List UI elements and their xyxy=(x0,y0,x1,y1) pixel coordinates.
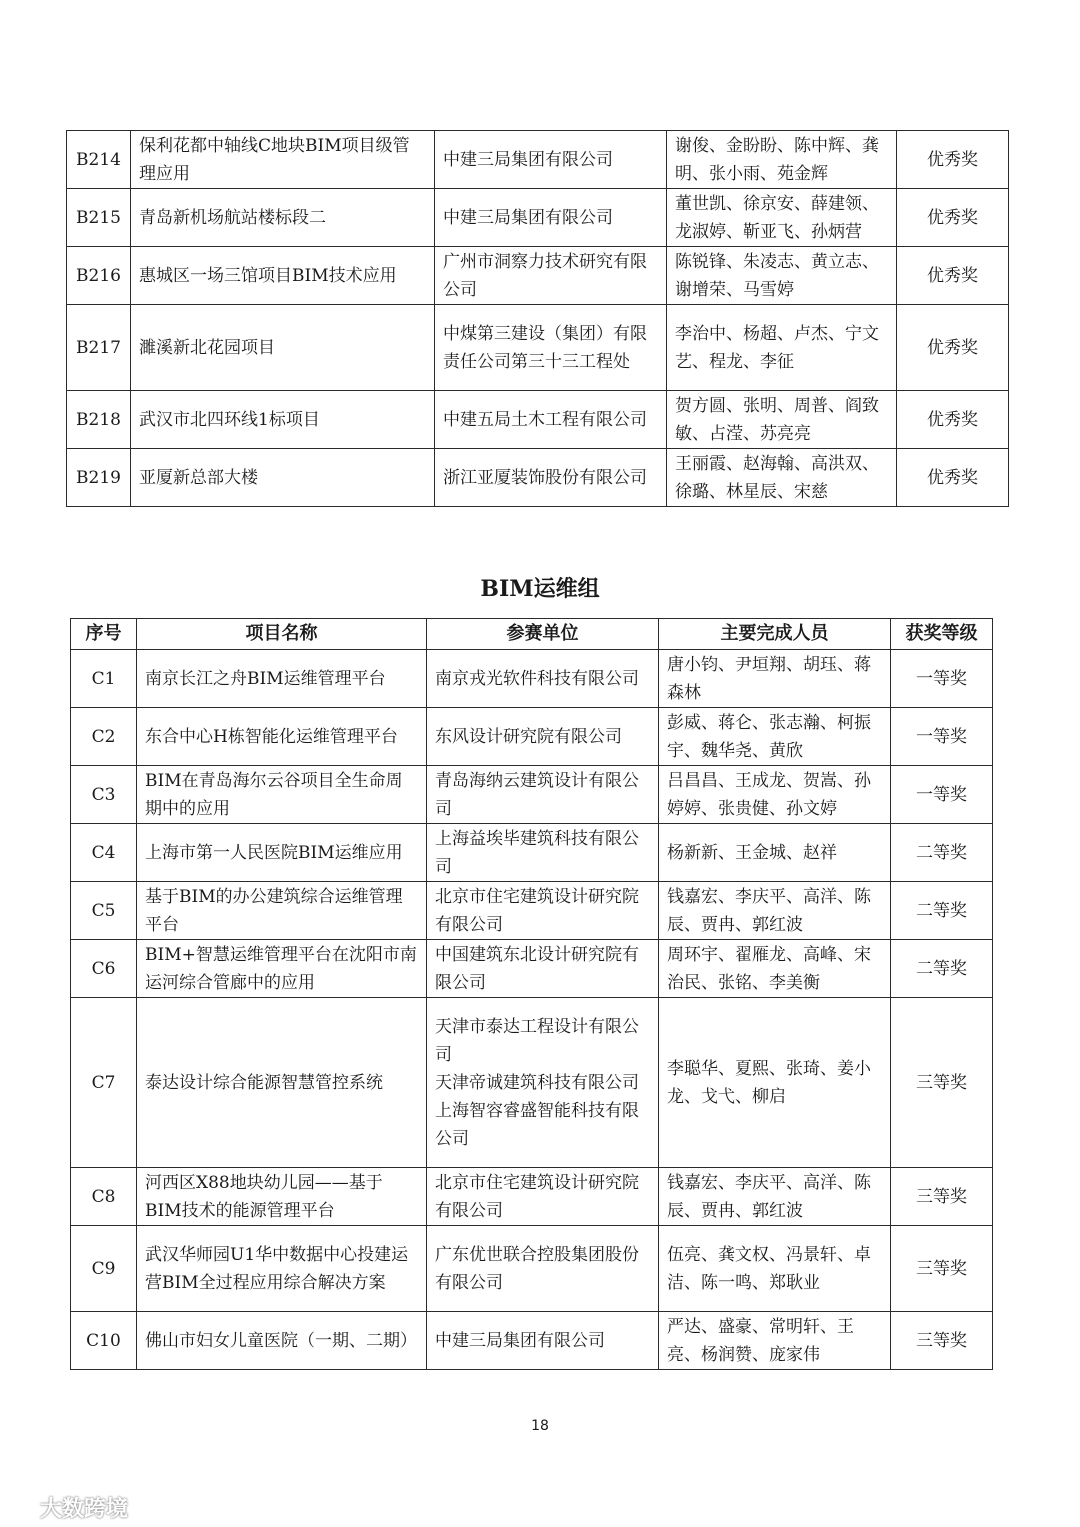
table-row xyxy=(67,449,1009,507)
award-table-c xyxy=(70,618,993,1370)
row-award: 三等奖 xyxy=(891,1312,993,1370)
row-unit: 广东优世联合控股集团股份有限公司 xyxy=(427,1226,659,1312)
row-project: 青岛新机场航站楼标段二 xyxy=(131,189,435,247)
row-id: B214 xyxy=(67,131,131,189)
header-project: 项目名称 xyxy=(137,619,427,650)
row-unit: 东风设计研究院有限公司 xyxy=(427,708,659,766)
row-unit: 南京戎光软件科技有限公司 xyxy=(427,650,659,708)
row-people: 贺方圆、张明、周普、阎致敏、占滢、苏亮亮 xyxy=(667,391,897,449)
row-project: 濉溪新北花园项目 xyxy=(131,305,435,391)
row-award: 优秀奖 xyxy=(897,247,1009,305)
row-unit: 中煤第三建设（集团）有限责任公司第三十三工程处 xyxy=(435,305,667,391)
row-unit: 天津市泰达工程设计有限公司 天津帝诚建筑科技有限公司 上海智容睿盛智能科技有限公司 xyxy=(427,998,659,1168)
row-people: 周环宇、翟雁龙、高峰、宋治民、张铭、李美衡 xyxy=(659,940,891,998)
row-id: C6 xyxy=(71,940,137,998)
row-people: 杨新新、王金城、赵祥 xyxy=(659,824,891,882)
table-row xyxy=(67,131,1009,189)
row-award: 三等奖 xyxy=(891,1168,993,1226)
table-row xyxy=(71,1312,993,1370)
table-header-row xyxy=(71,619,993,650)
row-project: 上海市第一人民医院BIM运维应用 xyxy=(137,824,427,882)
row-id: C1 xyxy=(71,650,137,708)
row-award: 二等奖 xyxy=(891,824,993,882)
row-id: B215 xyxy=(67,189,131,247)
row-project: 保利花都中轴线C地块BIM项目级管理应用 xyxy=(131,131,435,189)
table-row xyxy=(71,1168,993,1226)
row-award: 一等奖 xyxy=(891,650,993,708)
row-project: 惠城区一场三馆项目BIM技术应用 xyxy=(131,247,435,305)
row-people: 陈锐锋、朱凌志、黄立志、谢增荣、马雪婷 xyxy=(667,247,897,305)
row-people: 谢俊、金盼盼、陈中辉、龚明、张小雨、苑金辉 xyxy=(667,131,897,189)
row-people: 唐小钧、尹垣翔、胡珏、蒋森林 xyxy=(659,650,891,708)
row-award: 一等奖 xyxy=(891,708,993,766)
row-id: C5 xyxy=(71,882,137,940)
section-title: BIM运维组 xyxy=(480,576,600,602)
row-award: 优秀奖 xyxy=(897,189,1009,247)
watermark-text: 大数跨境 xyxy=(40,1497,129,1522)
table-row xyxy=(71,1226,993,1312)
row-unit: 中建五局土木工程有限公司 xyxy=(435,391,667,449)
row-project: 武汉华师园U1华中数据中心投建运营BIM全过程应用综合解决方案 xyxy=(137,1226,427,1312)
row-unit: 中建三局集团有限公司 xyxy=(427,1312,659,1370)
row-award: 优秀奖 xyxy=(897,305,1009,391)
row-people: 彭威、蒋仑、张志瀚、柯振宇、魏华尧、黄欣 xyxy=(659,708,891,766)
row-id: B219 xyxy=(67,449,131,507)
row-people: 钱嘉宏、李庆平、高洋、陈辰、贾冉、郭红波 xyxy=(659,1168,891,1226)
row-unit: 中建三局集团有限公司 xyxy=(435,189,667,247)
row-id: B218 xyxy=(67,391,131,449)
row-id: B216 xyxy=(67,247,131,305)
row-award: 二等奖 xyxy=(891,882,993,940)
header-people: 主要完成人员 xyxy=(659,619,891,650)
row-id: C3 xyxy=(71,766,137,824)
row-people: 钱嘉宏、李庆平、高洋、陈辰、贾冉、郭红波 xyxy=(659,882,891,940)
row-id: C9 xyxy=(71,1226,137,1312)
row-project: 佛山市妇女儿童医院（一期、二期） xyxy=(137,1312,427,1370)
row-people: 王丽霞、赵海翰、高洪双、徐璐、林星辰、宋慈 xyxy=(667,449,897,507)
table-row xyxy=(71,650,993,708)
row-unit: 浙江亚厦装饰股份有限公司 xyxy=(435,449,667,507)
header-unit: 参赛单位 xyxy=(427,619,659,650)
table-row xyxy=(67,247,1009,305)
row-unit: 青岛海纳云建筑设计有限公司 xyxy=(427,766,659,824)
table-row xyxy=(67,391,1009,449)
row-unit: 中国建筑东北设计研究院有限公司 xyxy=(427,940,659,998)
row-people: 李治中、杨超、卢杰、宁文艺、程龙、李征 xyxy=(667,305,897,391)
table-row xyxy=(71,940,993,998)
row-project: 基于BIM的办公建筑综合运维管理平台 xyxy=(137,882,427,940)
row-unit: 北京市住宅建筑设计研究院有限公司 xyxy=(427,1168,659,1226)
page-number: 18 xyxy=(531,1418,549,1434)
row-people: 伍亮、龚文权、冯景轩、卓洁、陈一鸣、郑耿业 xyxy=(659,1226,891,1312)
row-id: C7 xyxy=(71,998,137,1168)
row-id: C4 xyxy=(71,824,137,882)
table-row xyxy=(71,882,993,940)
watermark xyxy=(8,1492,128,1523)
table-row xyxy=(71,998,993,1168)
row-people: 吕昌昌、王成龙、贺嵩、孙婷婷、张贵健、孙文婷 xyxy=(659,766,891,824)
row-award: 优秀奖 xyxy=(897,391,1009,449)
row-project: 东合中心H栋智能化运维管理平台 xyxy=(137,708,427,766)
row-unit: 中建三局集团有限公司 xyxy=(435,131,667,189)
row-id: B217 xyxy=(67,305,131,391)
table-row xyxy=(71,708,993,766)
header-id: 序号 xyxy=(71,619,137,650)
row-award: 优秀奖 xyxy=(897,449,1009,507)
row-people: 李聪华、夏熙、张琦、姜小龙、戈弋、柳启 xyxy=(659,998,891,1168)
row-project: 南京长江之舟BIM运维管理平台 xyxy=(137,650,427,708)
award-table-b xyxy=(66,130,1009,507)
row-award: 一等奖 xyxy=(891,766,993,824)
row-people: 严达、盛豪、常明轩、王亮、杨润赞、庞家伟 xyxy=(659,1312,891,1370)
row-unit: 广州市洞察力技术研究有限公司 xyxy=(435,247,667,305)
row-unit: 上海益埃毕建筑科技有限公司 xyxy=(427,824,659,882)
table-row xyxy=(71,824,993,882)
weibo-logo-icon xyxy=(8,1496,36,1520)
header-award: 获奖等级 xyxy=(891,619,993,650)
row-project: 亚厦新总部大楼 xyxy=(131,449,435,507)
row-project: 河西区X88地块幼儿园——基于BIM技术的能源管理平台 xyxy=(137,1168,427,1226)
row-project: BIM在青岛海尔云谷项目全生命周期中的应用 xyxy=(137,766,427,824)
row-award: 三等奖 xyxy=(891,998,993,1168)
row-people: 董世凯、徐京安、薛建领、龙淑婷、靳亚飞、孙炳营 xyxy=(667,189,897,247)
row-project: 武汉市北四环线1标项目 xyxy=(131,391,435,449)
row-project: BIM+智慧运维管理平台在沈阳市南运河综合管廊中的应用 xyxy=(137,940,427,998)
row-id: C8 xyxy=(71,1168,137,1226)
table-row xyxy=(71,766,993,824)
row-award: 三等奖 xyxy=(891,1226,993,1312)
row-id: C2 xyxy=(71,708,137,766)
row-award: 优秀奖 xyxy=(897,131,1009,189)
row-id: C10 xyxy=(71,1312,137,1370)
row-unit: 北京市住宅建筑设计研究院有限公司 xyxy=(427,882,659,940)
table-row xyxy=(67,305,1009,391)
row-project: 泰达设计综合能源智慧管控系统 xyxy=(137,998,427,1168)
table-row xyxy=(67,189,1009,247)
row-award: 二等奖 xyxy=(891,940,993,998)
